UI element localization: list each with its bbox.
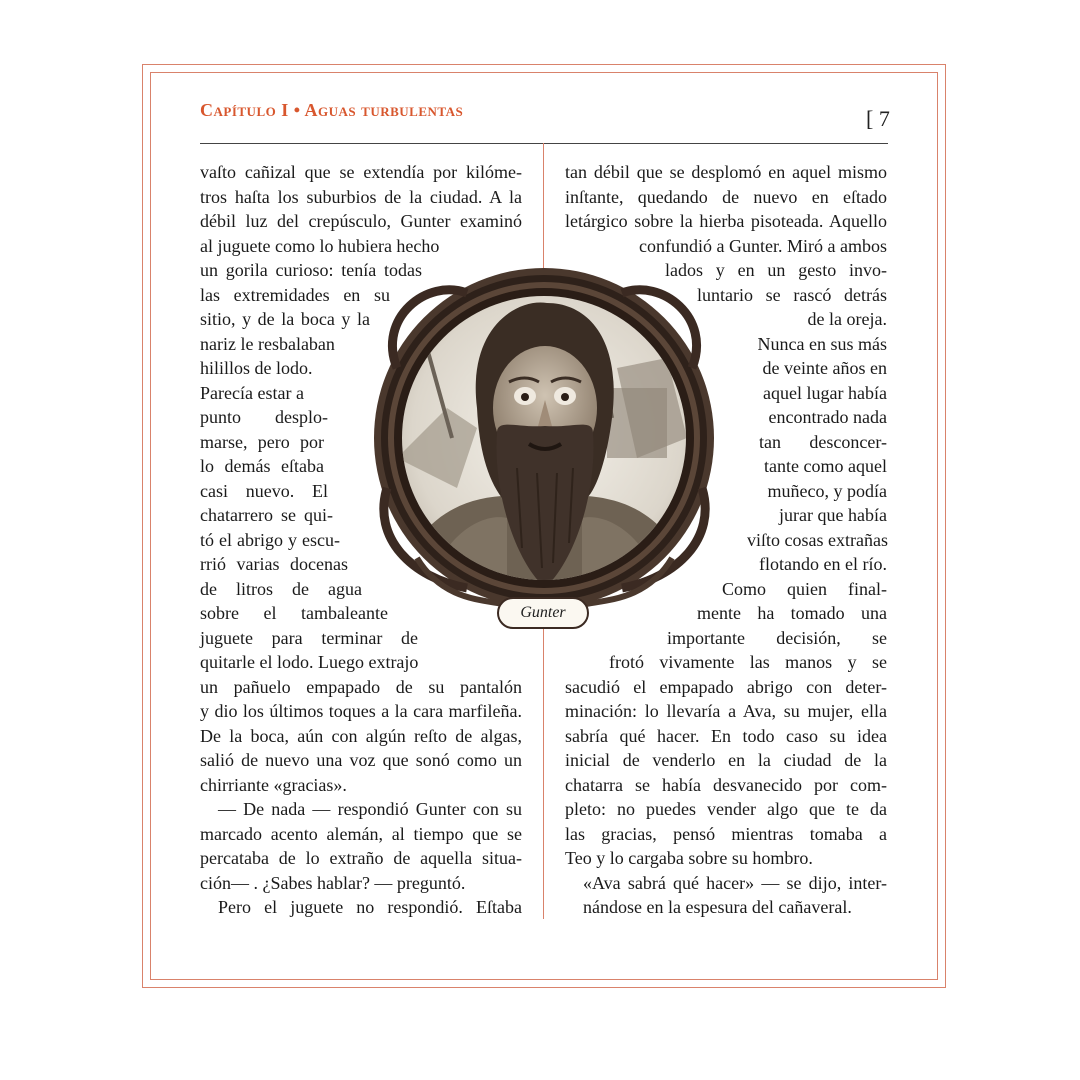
right_column-text-line: importante decisión, se: [667, 627, 887, 648]
right_column-text-line: Teo y lo cargaba sobre su hombro.: [565, 848, 813, 868]
right_column-text-line: letárgico sobre la hierba pisoteada. Aquello: [565, 211, 887, 231]
left_column-text-line: de litros de agua: [200, 578, 362, 599]
right_column-text-line: de veinte años en: [762, 358, 887, 378]
right_column-text-line: frotó vivamente las manos y se: [609, 652, 887, 672]
left_column-text-line: quitarle el lodo. Luego extrajo: [200, 652, 419, 672]
left_column-text-line: marcado acento alemán, al tiempo que se: [200, 823, 522, 844]
left_column-text-line: tros haſta los suburbios de la ciudad. A la: [200, 186, 522, 207]
right_column-text-line: pleto: no puedes vender algo que te da: [565, 799, 887, 819]
left_column-text-line: vaſto cañizal que se extendía por kilóme-: [200, 162, 522, 182]
left_column-text-line: percataba de lo extraño de aquella situa-: [200, 848, 522, 868]
right_column-text-line: tan desconcer-: [759, 431, 887, 452]
right_column-text-line: «Ava sabrá qué hacer» — se dijo, inter-: [583, 872, 887, 893]
left_column-text-line: De la boca, aún con algún reſto de algas,: [200, 725, 522, 746]
left_column-text-line: las extremidades en su: [200, 284, 390, 305]
left_column-text-line: al juguete como lo hubiera hecho: [200, 235, 440, 256]
right_column-text-line: inſtante, quedando de nuevo en eſtado: [565, 186, 887, 207]
right_column-text-line: encontrado nada: [768, 407, 887, 427]
gunter-portrait-illustration: [357, 258, 732, 633]
right_column-text-line: nándose en la espesura del cañaveral.: [583, 897, 852, 917]
right_column-text-line: sacudió el empapado abrigo con deter-: [565, 676, 887, 697]
page-number: [ 7: [866, 106, 890, 131]
right_column-text-line: tan débil que se desplomó en aquel mismo: [565, 162, 887, 182]
right_column-text-line: Como quien final-: [722, 578, 887, 599]
left_column-text-line: punto desplo-: [200, 407, 328, 427]
left_column-text-line: juguete para terminar de: [200, 627, 418, 648]
left_column-text-line: hilillos de lodo.: [200, 358, 313, 378]
left_column-text-line: salió de nuevo una voz que sonó como un: [200, 750, 522, 770]
right_column-text-line: aquel lugar había: [763, 382, 887, 403]
left_column-text-line: chirriante «gracias».: [200, 774, 347, 795]
right_column-text-line: chatarra se había desvanecido por com-: [565, 774, 887, 795]
left_column-text-line: débil luz del crepúsculo, Gunter examinó: [200, 211, 522, 231]
right_column-text-line: las gracias, pensó mientras tomaba a: [565, 823, 887, 844]
illustration-caption: Gunter: [497, 597, 589, 629]
right_column-text-line: minación: lo llevaría a Ava, su mujer, ella: [565, 701, 887, 721]
left_column-text-line: marse, pero por: [200, 431, 324, 452]
right_column-text-line: lados y en un gesto invo-: [665, 260, 887, 280]
left_column-text-line: y dio los últimos toques a la cara marfileña.: [200, 701, 522, 721]
left_column-text-line: sobre el tambaleante: [200, 603, 388, 623]
right_column-text-line: sabría qué hacer. En todo caso su idea: [565, 725, 887, 746]
right_column-text-line: mente ha tomado una: [697, 603, 887, 623]
left_column-text-line: rrió varias docenas: [200, 554, 348, 574]
left_column-text-line: ción— . ¿Sabes hablar? — preguntó.: [200, 872, 466, 893]
right_column-text-line: viſto cosas extrañas: [747, 529, 888, 550]
left_column-text-line: tó el abrigo y escu-: [200, 529, 340, 550]
right_column-text-line: jurar que había: [779, 505, 887, 525]
left_column-text-line: sitio, y de la boca y la: [200, 309, 370, 329]
right_column-text-line: de la oreja.: [807, 309, 887, 329]
right_column-text-line: tante como aquel: [764, 456, 887, 476]
right_column-text-line: inicial de venderlo en la ciudad de la: [565, 750, 887, 770]
right_column-text-line: flotando en el río.: [759, 554, 887, 574]
left_column-text-line: un gorila curioso: tenía todas: [200, 260, 422, 280]
running-header: Capítulo I • Aguas turbulentas: [200, 100, 464, 120]
right_column-text-line: luntario se rascó detrás: [697, 284, 887, 305]
left_column-text-line: casi nuevo. El: [200, 480, 328, 501]
left_column-text-line: Pero el juguete no respondió. Eſtaba: [218, 897, 522, 917]
right_column-text-line: muñeco, y podía: [767, 480, 887, 501]
left_column-text-line: lo demás eſtaba: [200, 456, 324, 476]
left_column-text-line: chatarrero se qui-: [200, 505, 333, 525]
left_column-text-line: Parecía estar a: [200, 382, 304, 403]
right_column-text-line: Nunca en sus más: [757, 333, 887, 354]
header-rule: [200, 143, 888, 144]
left_column-text-line: un pañuelo empapado de su pantalón: [200, 676, 522, 697]
right_column-text-line: confundió a Gunter. Miró a ambos: [639, 235, 887, 256]
left_column-text-line: — De nada — respondió Gunter con su: [218, 799, 522, 819]
left_column-text-line: nariz le resbalaban: [200, 333, 335, 354]
